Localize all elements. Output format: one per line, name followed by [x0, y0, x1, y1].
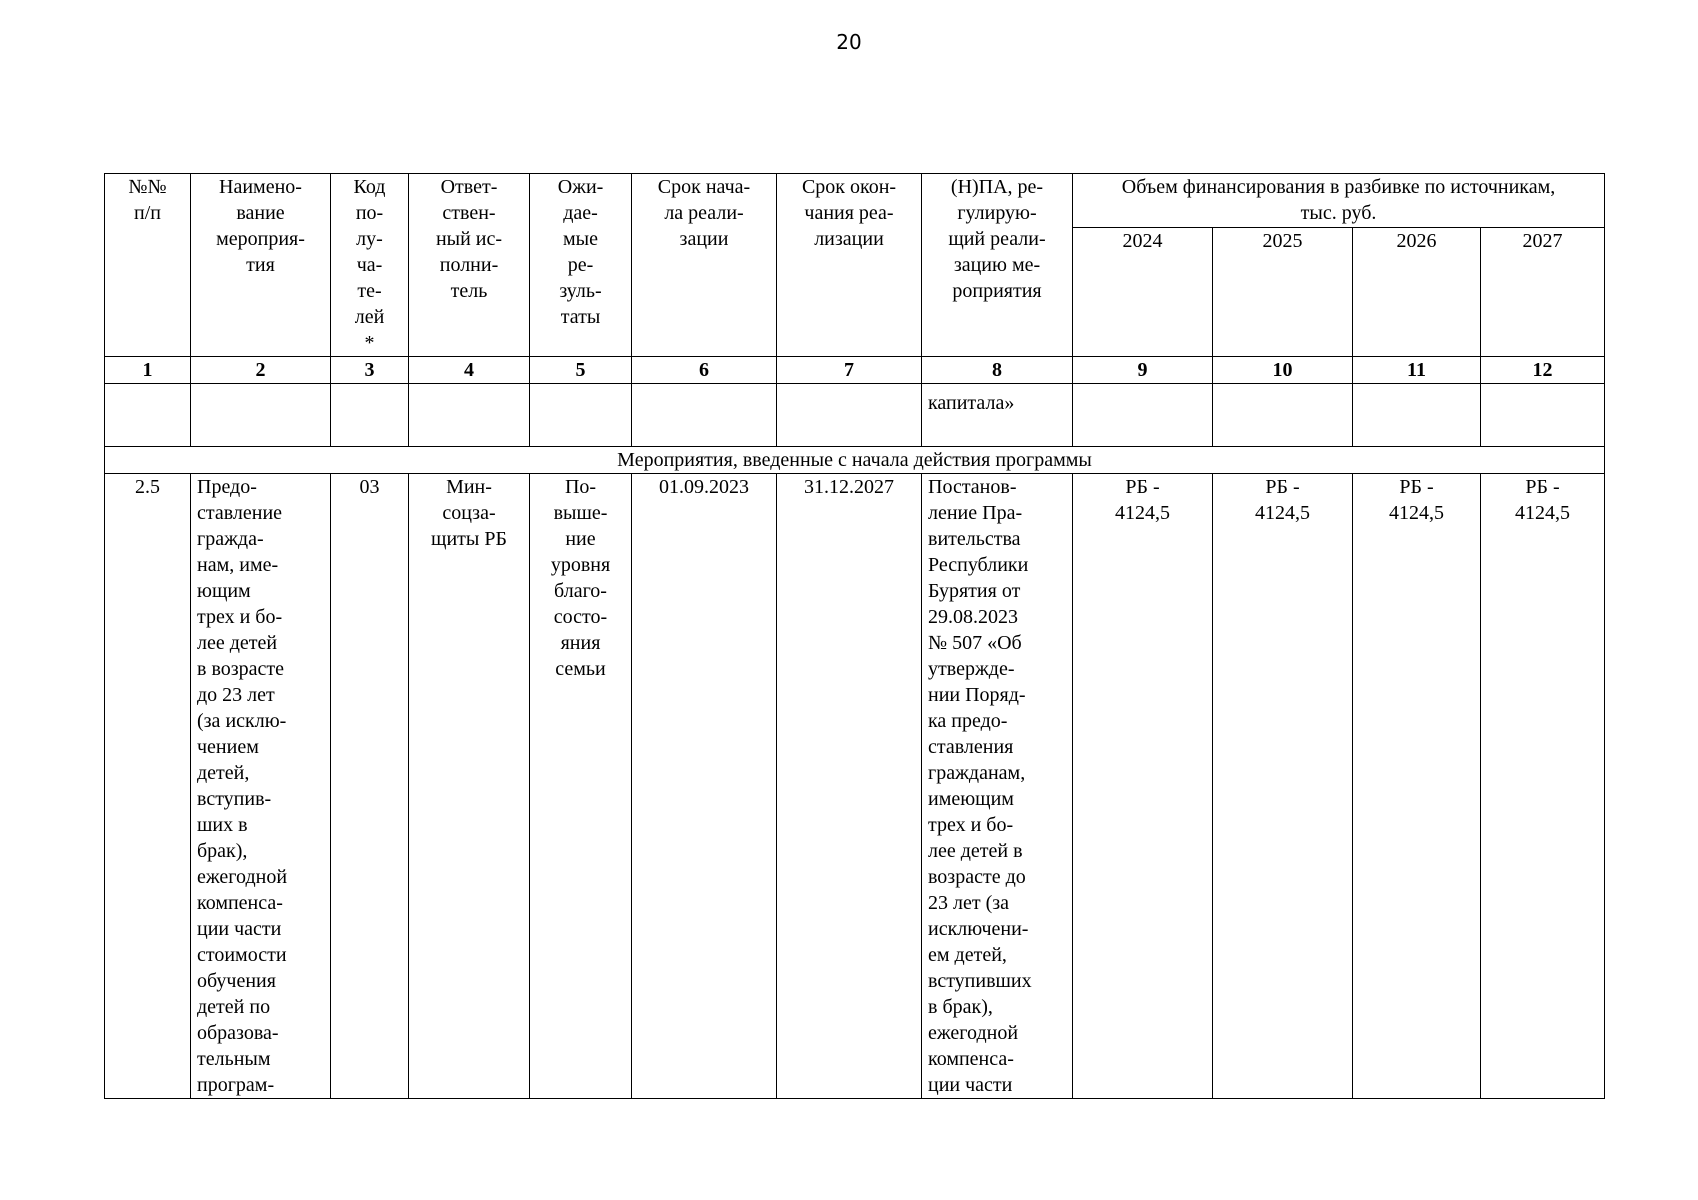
column-number: 2: [191, 357, 331, 384]
table-row: [105, 474, 1605, 1099]
column-number: 1: [105, 357, 191, 384]
measure-name: Предо- ставление гражда- нам, име- ющим трех и бо- лее детей в возрасте до 23 лет (за исклю- чением детей, вступив- ших в брак), ежегодной компенса- ции части стоимости обучения детей по образова- тельным програм-: [191, 474, 331, 1099]
column-number: 12: [1481, 357, 1605, 384]
header-end-date: Срок окон- чания реа- лизации: [777, 174, 922, 357]
section-row: [105, 447, 1605, 474]
continuation-text: капитала»: [922, 384, 1073, 447]
column-number: 3: [331, 357, 409, 384]
column-number: 6: [632, 357, 777, 384]
expected-results: По- выше- ние уровня благо- состо- яния семьи: [530, 474, 632, 1099]
end-date: 31.12.2027: [777, 474, 922, 1099]
header-year: 2026: [1353, 227, 1481, 356]
empty-cell: [409, 384, 530, 447]
funding-2025: РБ - 4124,5: [1213, 474, 1353, 1099]
column-number: 7: [777, 357, 922, 384]
header-year: 2024: [1073, 227, 1213, 356]
header-regulation: (Н)ПА, ре- гулирую- щий реали- зацию ме- роприятия: [922, 174, 1073, 357]
header-executor: Ответ- ствен- ный ис- полни- тель: [409, 174, 530, 357]
column-numbers-row: [105, 357, 1605, 384]
executor: Мин- соцза- щиты РБ: [409, 474, 530, 1099]
header-expected-results: Ожи- дае- мые ре- зуль- таты: [530, 174, 632, 357]
empty-cell: [1213, 384, 1353, 447]
column-number: 10: [1213, 357, 1353, 384]
header-name: Наимено- вание мероприя- тия: [191, 174, 331, 357]
empty-cell: [632, 384, 777, 447]
page-number: 20: [836, 30, 862, 54]
empty-cell: [331, 384, 409, 447]
empty-cell: [1481, 384, 1605, 447]
continuation-row: [105, 384, 1605, 447]
empty-cell: [1073, 384, 1213, 447]
header-funding: Объем финансирования в разбивке по источникам, тыс. руб.: [1073, 174, 1605, 228]
empty-cell: [105, 384, 191, 447]
regulation-text: Постанов- ление Пра- вительства Республики Бурятия от 29.08.2023 № 507 «Об утвержде- нии Поряд- ка предо- ставления гражданам, имеющим трех и бо- лее детей в возрасте до 23 лет (за исключени- ем детей, вступивших в брак), ежегодной компенса- ции части: [922, 474, 1073, 1099]
empty-cell: [1353, 384, 1481, 447]
column-number: 4: [409, 357, 530, 384]
column-number: 11: [1353, 357, 1481, 384]
funding-2026: РБ - 4124,5: [1353, 474, 1481, 1099]
empty-cell: [530, 384, 632, 447]
funding-2024: РБ - 4124,5: [1073, 474, 1213, 1099]
header-start-date: Срок нача- ла реали- зации: [632, 174, 777, 357]
header-row: [105, 174, 1605, 228]
start-date: 01.09.2023: [632, 474, 777, 1099]
header-year: 2027: [1481, 227, 1605, 356]
program-measures-table: [104, 173, 1605, 1099]
header-number: №№ п/п: [105, 174, 191, 357]
funding-2027: РБ - 4124,5: [1481, 474, 1605, 1099]
recipient-code: 03: [331, 474, 409, 1099]
column-number: 8: [922, 357, 1073, 384]
section-title: Мероприятия, введенные с начала действия программы: [105, 447, 1605, 474]
empty-cell: [191, 384, 331, 447]
column-number: 5: [530, 357, 632, 384]
column-number: 9: [1073, 357, 1213, 384]
header-recipient-code: Код по- лу- ча- те- лей *: [331, 174, 409, 357]
empty-cell: [777, 384, 922, 447]
row-number: 2.5: [105, 474, 191, 1099]
header-year: 2025: [1213, 227, 1353, 356]
